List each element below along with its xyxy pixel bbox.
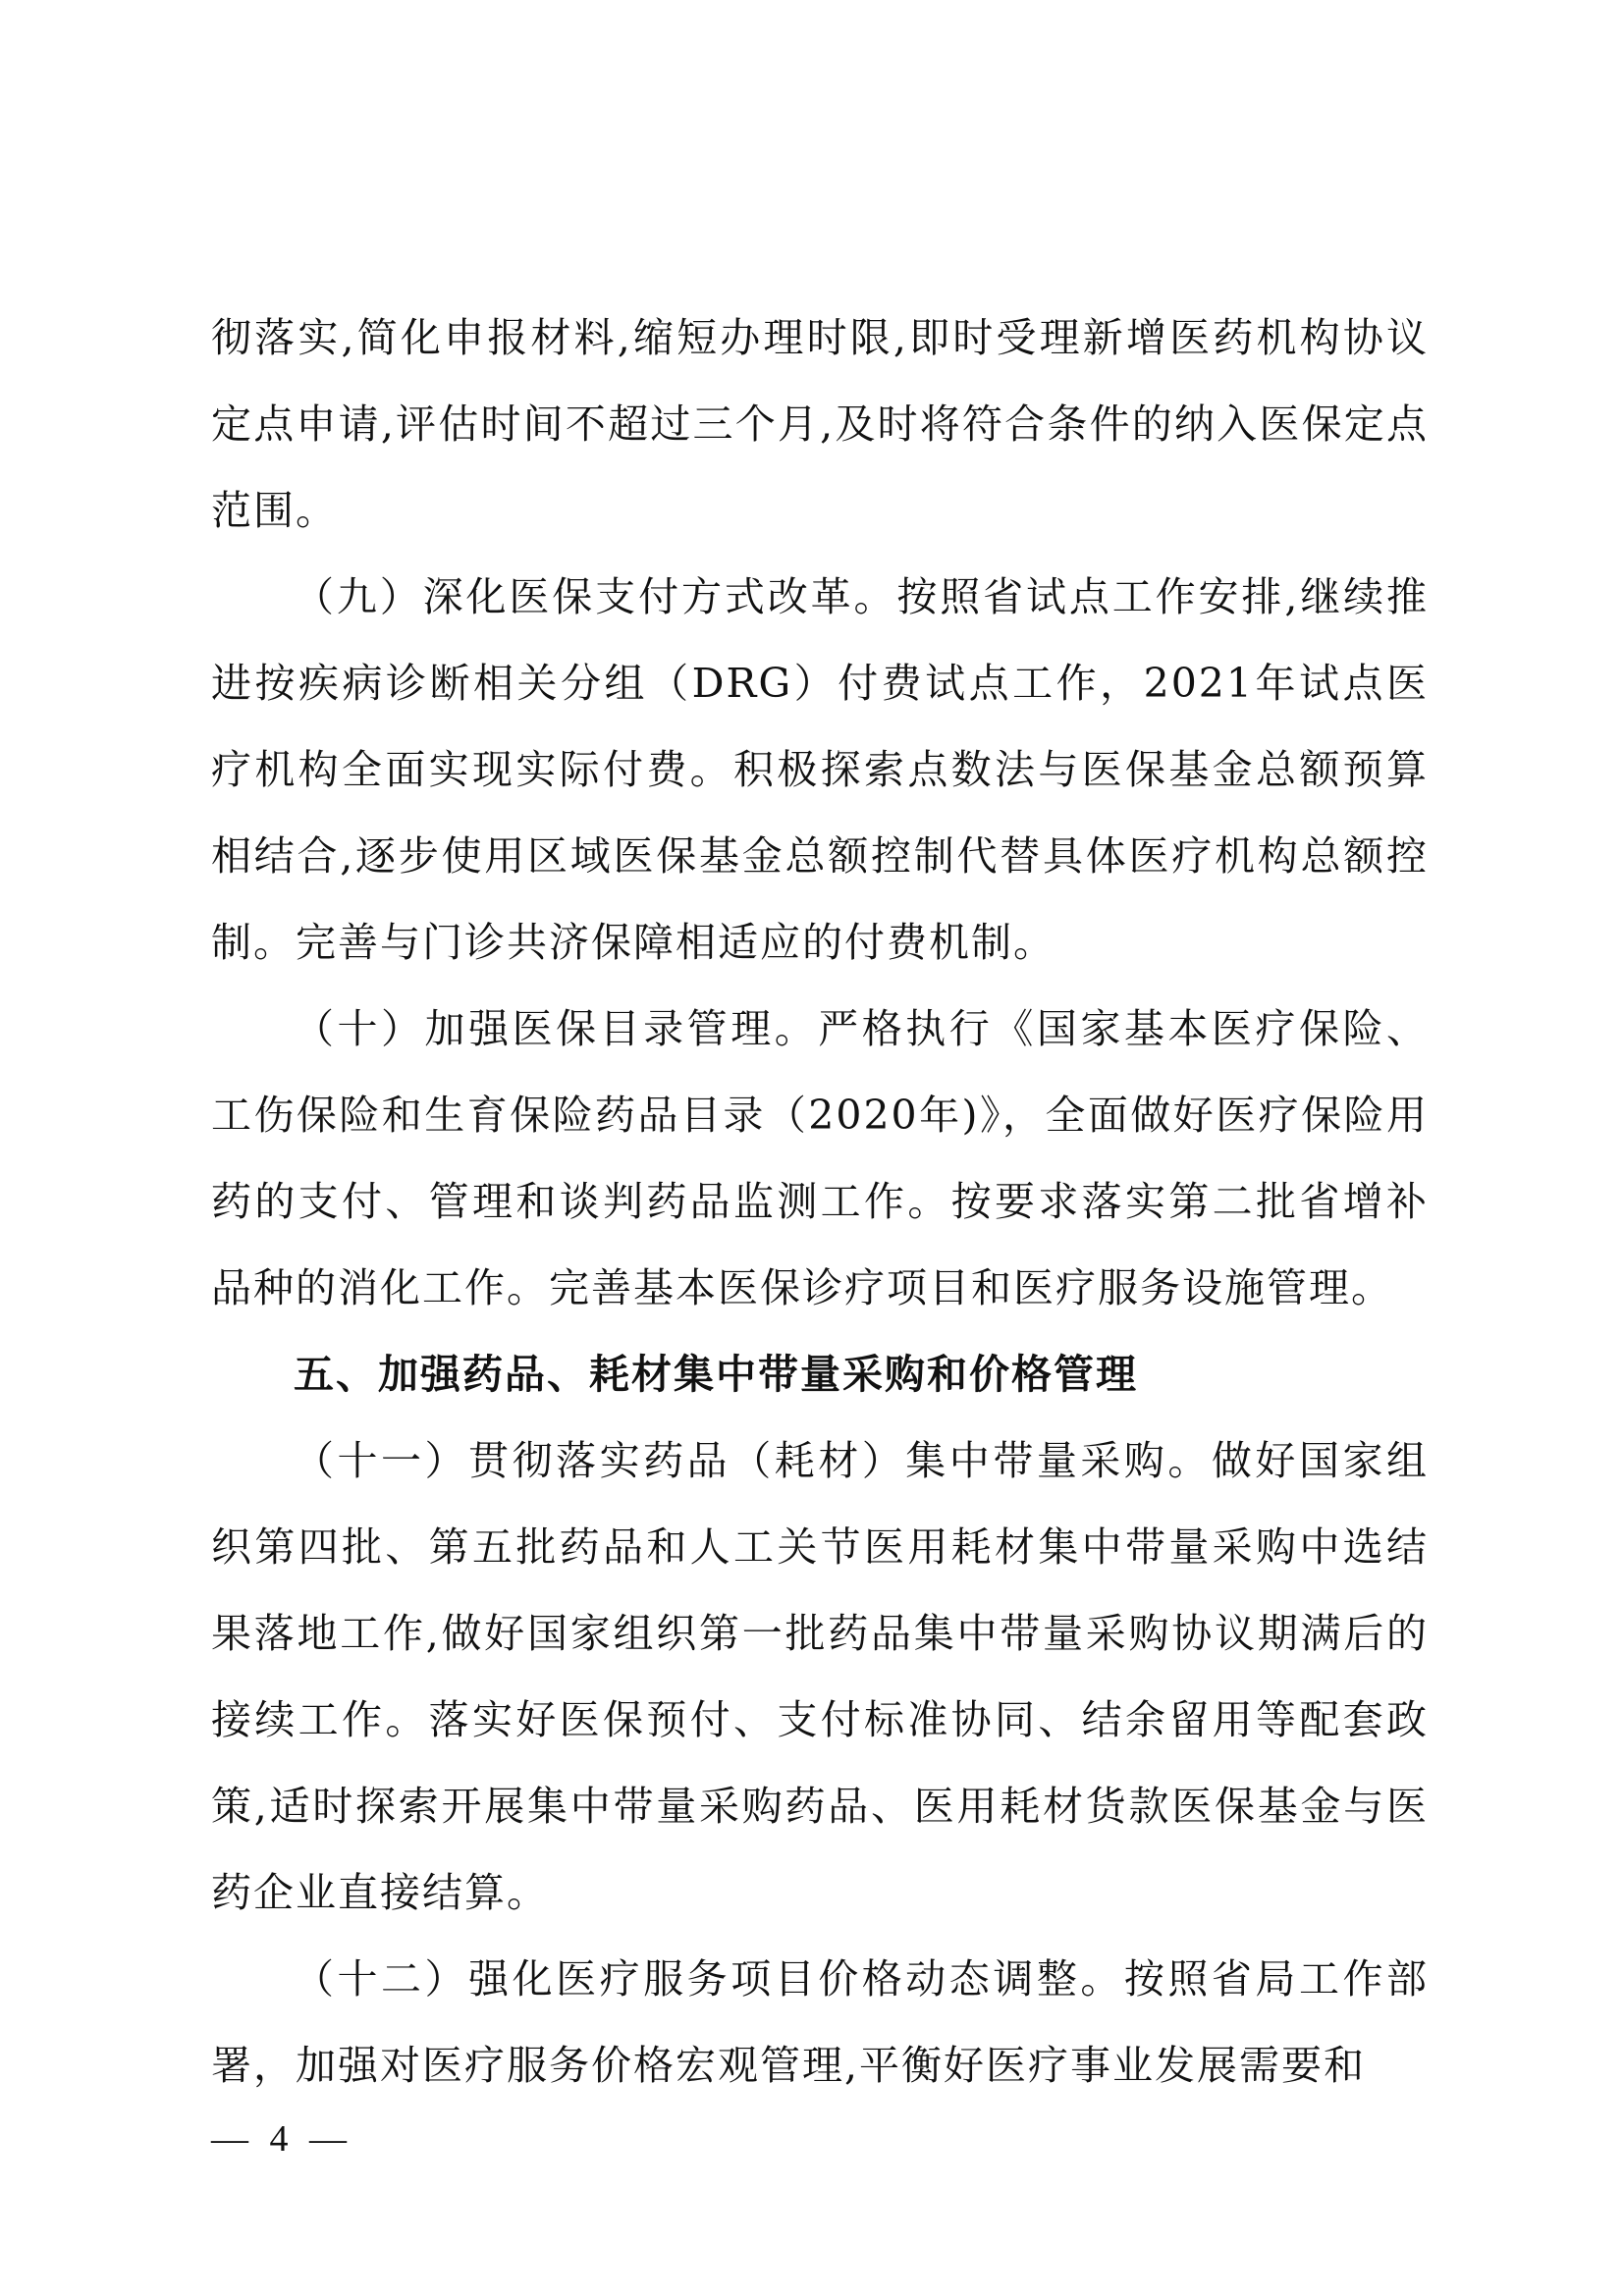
section-heading-5: 五、加强药品、耗材集中带量采购和价格管理 <box>294 1351 1138 1398</box>
paragraph-item-9: （九）深化医保支付方式改革。按照省试点工作安排,继续推进按疾病诊断相关分组（DRG）付费试点工作，2021年试点医疗机构全面实现实际付费。积极探索点数法与医保基金总额预算相结合,逐步使用区域医保基金总额控制代替具体医疗机构总额控制。完善与门诊共济保障相适应的付费机制。 <box>211 573 1429 966</box>
paragraph-item-12: （十二）强化医疗服务项目价格动态调整。按照省局工作部署，加强对医疗服务价格宏观管理,平衡好医疗事业发展需要和 <box>211 1955 1429 2089</box>
paragraph-item-11: （十一）贯彻落实药品（耗材）集中带量采购。做好国家组织第四批、第五批药品和人工关节医用耗材集中带量采购中选结果落地工作,做好国家组织第一批药品集中带量采购协议期满后的接续工作。落实好医保预付、支付标准协同、结余留用等配套政策,适时探索开展集中带量采购药品、医用耗材货款医保基金与医药企业直接结算。 <box>211 1437 1429 1916</box>
paragraph-continuation: 彻落实,简化申报材料,缩短办理时限,即时受理新增医药机构协议定点申请,评估时间不超过三个月,及时将符合条件的纳入医保定点范围。 <box>211 314 1429 534</box>
paragraph-item-10: （十）加强医保目录管理。严格执行《国家基本医疗保险、工伤保险和生育保险药品目录（2020年)》，全面做好医疗保险用药的支付、管理和谈判药品监测工作。按要求落实第二批省增补品种的消化工作。完善基本医保诊疗项目和医疗服务设施管理。 <box>211 1005 1429 1311</box>
document-body <box>211 294 1429 2109</box>
page-number: — 4 — <box>211 2118 352 2160</box>
